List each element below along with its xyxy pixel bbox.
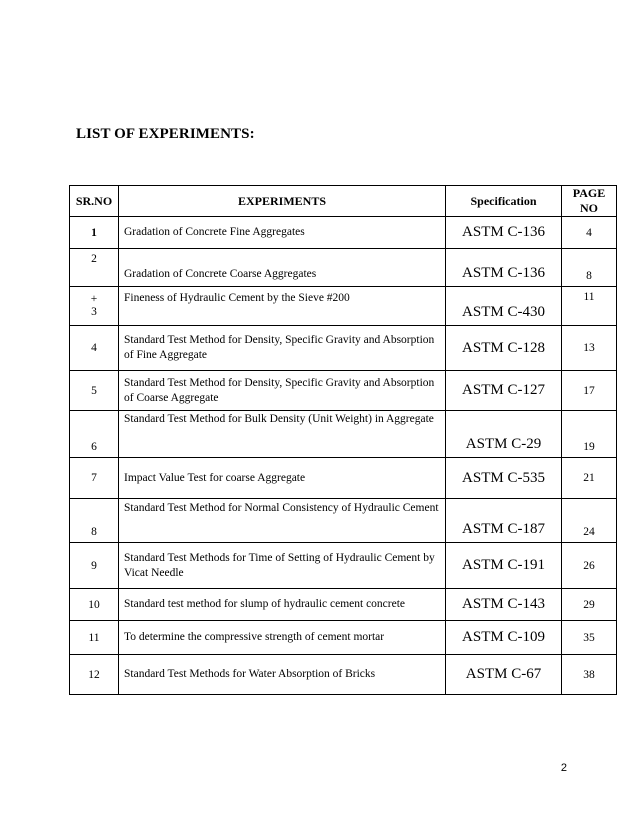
specification-cell: ASTM C-67 xyxy=(446,655,562,695)
table-row xyxy=(70,543,617,589)
sr-cell: 8 xyxy=(70,499,119,543)
table-row xyxy=(70,217,617,249)
experiment-cell: To determine the compressive strength of cement mortar xyxy=(119,621,446,655)
sr-cell: 12 xyxy=(70,655,119,695)
table-header-row xyxy=(70,186,617,217)
table-row xyxy=(70,499,617,543)
specification-cell: ASTM C-136 xyxy=(446,249,562,287)
experiment-cell: Standard Test Methods for Water Absorption of Bricks xyxy=(119,655,446,695)
specification-cell: ASTM C-535 xyxy=(446,458,562,499)
specification-cell: ASTM C-430 xyxy=(446,287,562,326)
column-header-sr: SR.NO xyxy=(70,186,119,217)
page-cell: 21 xyxy=(562,458,617,499)
table-row xyxy=(70,287,617,326)
page-cell: 26 xyxy=(562,543,617,589)
experiment-cell: Standard test method for slump of hydraulic cement concrete xyxy=(119,589,446,621)
sr-cell: 11 xyxy=(70,621,119,655)
specification-cell: ASTM C-109 xyxy=(446,621,562,655)
page-title: LIST OF EXPERIMENTS: xyxy=(76,126,255,142)
sr-cell: 10 xyxy=(70,589,119,621)
column-header-page-line1: PAGE xyxy=(572,186,606,200)
page-cell: 29 xyxy=(562,589,617,621)
experiment-cell: Fineness of Hydraulic Cement by the Sieve #200 xyxy=(119,287,446,326)
sr-cell: 6 xyxy=(70,411,119,458)
page-cell: 19 xyxy=(562,411,617,458)
specification-cell: ASTM C-191 xyxy=(446,543,562,589)
column-header-page-line2: NO xyxy=(580,201,598,215)
specification-cell: ASTM C-187 xyxy=(446,499,562,543)
experiment-cell: Standard Test Method for Bulk Density (Unit Weight) in Aggregate xyxy=(119,411,446,458)
specification-cell: ASTM C-136 xyxy=(446,217,562,249)
page-cell: 38 xyxy=(562,655,617,695)
experiment-cell: Standard Test Method for Density, Specific Gravity and Absorption of Fine Aggregate xyxy=(119,326,446,371)
page-cell: 13 xyxy=(562,326,617,371)
page-cell: 17 xyxy=(562,371,617,411)
page-cell: 35 xyxy=(562,621,617,655)
experiment-cell: Standard Test Method for Density, Specific Gravity and Absorption of Coarse Aggregate xyxy=(119,371,446,411)
sr-cell xyxy=(70,287,119,326)
table-row xyxy=(70,411,617,458)
sr-cell: 9 xyxy=(70,543,119,589)
page-number: 2 xyxy=(560,762,567,774)
specification-cell: ASTM C-128 xyxy=(446,326,562,371)
experiments-table xyxy=(69,185,617,695)
experiment-cell: Gradation of Concrete Coarse Aggregates xyxy=(119,249,446,287)
column-header-page xyxy=(562,186,617,217)
sr-cell: 7 xyxy=(70,458,119,499)
table-row xyxy=(70,326,617,371)
table-row xyxy=(70,655,617,695)
experiment-cell: Standard Test Method for Normal Consistency of Hydraulic Cement xyxy=(119,499,446,543)
sr-cell: 1 xyxy=(70,217,119,249)
page-cell: 4 xyxy=(562,217,617,249)
page-cell: 8 xyxy=(562,249,617,287)
specification-cell: ASTM C-29 xyxy=(446,411,562,458)
column-header-experiments: EXPERIMENTS xyxy=(119,186,446,217)
sr-mark: + xyxy=(90,293,98,305)
page-cell: 11 xyxy=(562,287,617,326)
column-header-specification: Specification xyxy=(446,186,562,217)
sr-cell: 2 xyxy=(70,249,119,287)
sr-value: 3 xyxy=(91,306,97,318)
specification-cell: ASTM C-143 xyxy=(446,589,562,621)
table-row xyxy=(70,621,617,655)
page-cell: 24 xyxy=(562,499,617,543)
sr-cell: 5 xyxy=(70,371,119,411)
table-row xyxy=(70,589,617,621)
table-row xyxy=(70,458,617,499)
experiment-cell: Standard Test Methods for Time of Setting of Hydraulic Cement by Vicat Needle xyxy=(119,543,446,589)
table-row xyxy=(70,249,617,287)
sr-cell: 4 xyxy=(70,326,119,371)
experiment-cell: Impact Value Test for coarse Aggregate xyxy=(119,458,446,499)
experiment-cell: Gradation of Concrete Fine Aggregates xyxy=(119,217,446,249)
table-row xyxy=(70,371,617,411)
specification-cell: ASTM C-127 xyxy=(446,371,562,411)
